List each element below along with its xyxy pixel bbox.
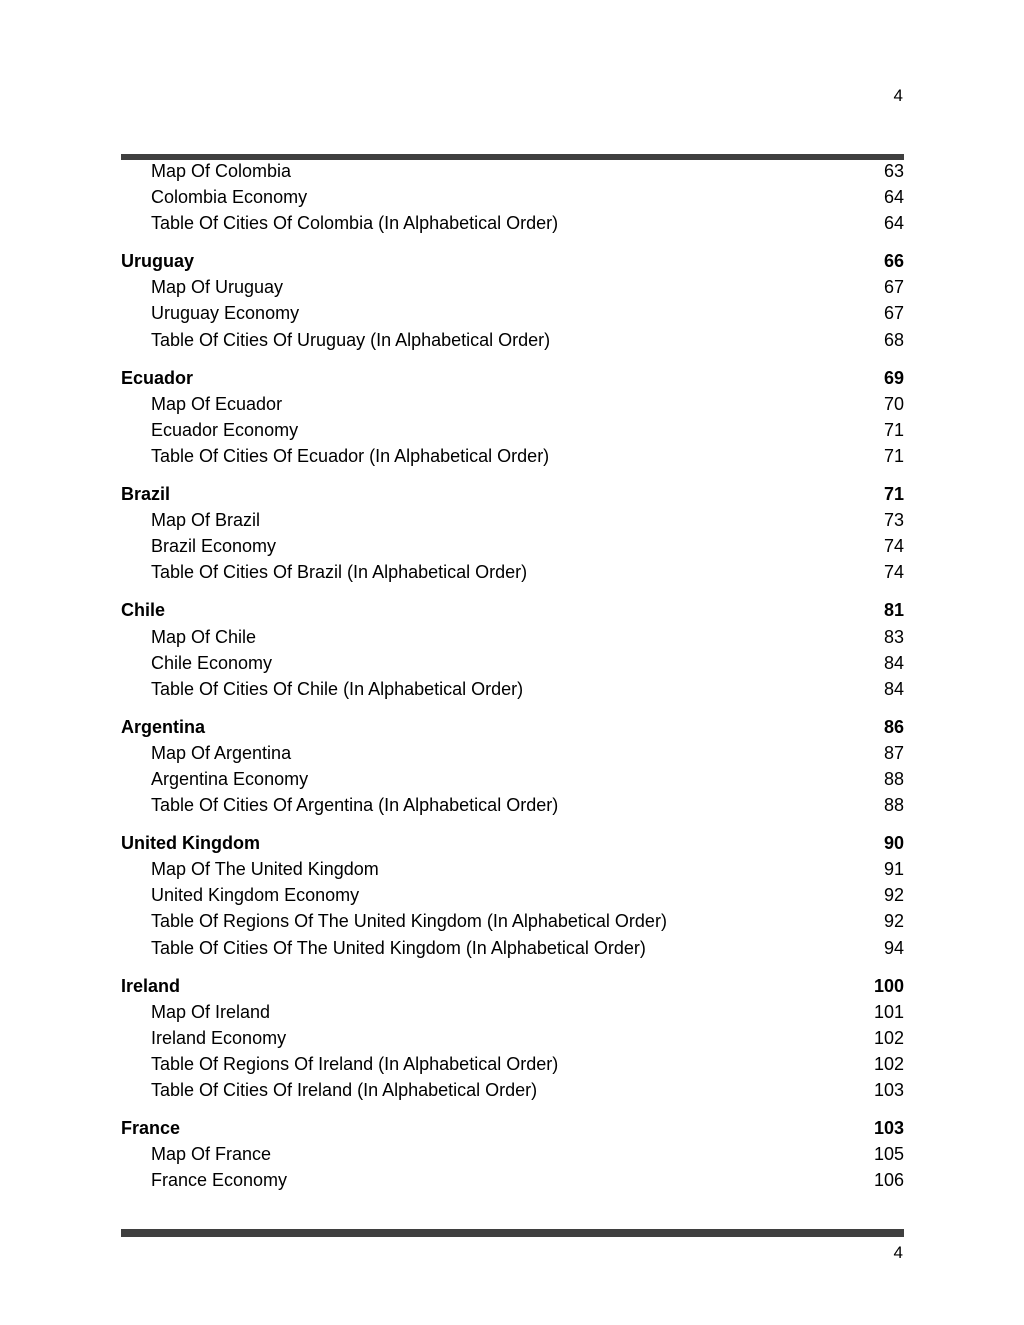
toc-entry-label: Map Of Uruguay	[151, 277, 284, 298]
toc-heading-label: Chile	[121, 600, 166, 621]
toc-heading-page: 103	[873, 1118, 904, 1139]
toc-entry-label: Table Of Cities Of Ecuador (In Alphabetical Order)	[151, 445, 550, 466]
toc-entry[interactable]	[121, 676, 904, 702]
toc-entry-page: 102	[873, 1027, 904, 1048]
toc-entry-label: Ireland Economy	[151, 1027, 287, 1048]
toc-section-heading[interactable]	[121, 597, 904, 623]
toc-entry-page: 71	[883, 445, 904, 466]
toc-entry-page: 64	[883, 187, 904, 208]
toc-entry-label: Table Of Regions Of The United Kingdom (In Alphabetical Order)	[151, 911, 667, 932]
toc-entry-label: Table Of Cities Of Chile (In Alphabetical Order)	[151, 678, 524, 699]
toc-entry[interactable]	[121, 391, 904, 417]
toc-entry-page: 74	[883, 536, 904, 557]
toc-entry[interactable]	[121, 210, 904, 236]
toc-entry[interactable]	[121, 158, 904, 184]
toc-heading-label: Ecuador	[121, 367, 194, 388]
toc-entry[interactable]	[121, 533, 904, 559]
toc-entry-label: Table Of Cities Of Uruguay (In Alphabetical Order)	[151, 329, 551, 350]
toc-heading-label: Uruguay	[121, 251, 195, 272]
toc-entry-page: 88	[883, 768, 904, 789]
toc-entry[interactable]	[121, 1167, 904, 1193]
toc-entry[interactable]	[121, 740, 904, 766]
toc-entry-page: 68	[883, 329, 904, 350]
toc-heading-label: Ireland	[121, 975, 181, 996]
toc-entry[interactable]	[121, 327, 904, 353]
toc-heading-page: 71	[883, 484, 904, 505]
toc-entry-page: 92	[883, 885, 904, 906]
toc-section	[121, 830, 904, 960]
toc-entry[interactable]	[121, 999, 904, 1025]
page-number-top: 4	[893, 86, 903, 105]
toc-entry[interactable]	[121, 856, 904, 882]
footer-rule	[121, 1229, 904, 1237]
toc-entry-label: Table Of Cities Of Argentina (In Alphabetical Order)	[151, 795, 559, 816]
toc-entry-label: Table Of Cities Of Brazil (In Alphabetical Order)	[151, 562, 528, 583]
toc-entry[interactable]	[121, 1141, 904, 1167]
toc-section-heading[interactable]	[121, 248, 904, 274]
toc-entry-page: 84	[883, 652, 904, 673]
toc-entry-label: Map Of Chile	[151, 626, 257, 647]
toc-section	[121, 714, 904, 818]
toc-section	[121, 248, 904, 352]
toc-entry-label: Map Of Brazil	[151, 510, 261, 531]
toc-entry-page: 101	[873, 1001, 904, 1022]
toc-section	[121, 158, 904, 236]
toc-entry-label: Table Of Regions Of Ireland (In Alphabetical Order)	[151, 1053, 559, 1074]
toc-entry-label: Table Of Cities Of Colombia (In Alphabetical Order)	[151, 213, 559, 234]
toc-entry-page: 71	[883, 419, 904, 440]
toc-entry-label: Colombia Economy	[151, 187, 308, 208]
toc-section-heading[interactable]	[121, 1115, 904, 1141]
toc-entry[interactable]	[121, 908, 904, 934]
toc-entry[interactable]	[121, 766, 904, 792]
toc-entry[interactable]	[121, 1077, 904, 1103]
toc-entry-page: 70	[883, 393, 904, 414]
toc-entry-label: Uruguay Economy	[151, 303, 300, 324]
toc-entry-page: 83	[883, 626, 904, 647]
toc-entry-page: 73	[883, 510, 904, 531]
toc-entry[interactable]	[121, 300, 904, 326]
toc-entry-label: United Kingdom Economy	[151, 885, 360, 906]
toc-entry-label: Table Of Cities Of Ireland (In Alphabetical Order)	[151, 1080, 538, 1100]
toc-entry-page: 63	[883, 161, 904, 181]
toc-entry-label: Argentina Economy	[151, 768, 309, 789]
toc-heading-page: 81	[883, 600, 904, 621]
toc-entry-page: 103	[873, 1080, 904, 1100]
toc-section	[121, 597, 904, 701]
toc-entry[interactable]	[121, 792, 904, 818]
toc-entry[interactable]	[121, 507, 904, 533]
toc-entry-label: Ecuador Economy	[151, 419, 299, 440]
toc-heading-label: United Kingdom	[121, 833, 260, 854]
toc-section	[121, 1115, 904, 1193]
toc-entry-page: 94	[883, 937, 904, 958]
toc-entry-page: 67	[883, 277, 904, 298]
toc-heading-page: 69	[883, 367, 904, 388]
toc-entry[interactable]	[121, 443, 904, 469]
toc-heading-page: 66	[883, 251, 904, 272]
toc-section-heading[interactable]	[121, 481, 904, 507]
toc-entry-page: 87	[883, 742, 904, 763]
toc-entry[interactable]	[121, 184, 904, 210]
toc-section-heading[interactable]	[121, 830, 904, 856]
toc-entry-label: France Economy	[151, 1170, 288, 1191]
toc-entry[interactable]	[121, 274, 904, 300]
toc-entry-page: 64	[883, 213, 904, 234]
toc-entry-label: Map Of Ireland	[151, 1001, 271, 1022]
toc-entry-label: Brazil Economy	[151, 536, 277, 557]
toc-entry-label: Map Of France	[151, 1144, 272, 1165]
toc-entry[interactable]	[121, 882, 904, 908]
toc-heading-page: 86	[883, 716, 904, 737]
toc-entry-page: 92	[883, 911, 904, 932]
toc-heading-page: 90	[883, 833, 904, 854]
toc-entry-label: Chile Economy	[151, 652, 273, 673]
page-number-bottom: 4	[893, 1243, 903, 1262]
toc-entry[interactable]	[121, 1025, 904, 1051]
toc-section-heading[interactable]	[121, 973, 904, 999]
toc-section	[121, 481, 904, 585]
toc-entry-page: 74	[883, 562, 904, 583]
toc-heading-label: France	[121, 1118, 181, 1139]
toc-entry[interactable]	[121, 624, 904, 650]
toc-entry-label: Map Of The United Kingdom	[151, 859, 379, 880]
toc-entry-page: 105	[873, 1144, 904, 1165]
toc-entry-label: Map Of Ecuador	[151, 393, 283, 414]
toc-entry-page: 91	[883, 859, 904, 880]
toc-entry-label: Table Of Cities Of The United Kingdom (In Alphabetical Order)	[151, 937, 646, 958]
toc-section-heading[interactable]	[121, 365, 904, 391]
toc-heading-label: Argentina	[121, 716, 206, 737]
toc-section	[121, 973, 904, 1103]
toc-entry-label: Map Of Argentina	[151, 742, 292, 763]
toc-entry[interactable]	[121, 417, 904, 443]
toc-heading-label: Brazil	[121, 484, 171, 505]
table-of-contents	[121, 158, 904, 1193]
toc-entry[interactable]	[121, 559, 904, 585]
toc-entry-page: 88	[883, 795, 904, 816]
toc-entry-page: 102	[873, 1053, 904, 1074]
toc-section-heading[interactable]	[121, 714, 904, 740]
toc-section	[121, 365, 904, 469]
toc-entry-page: 106	[873, 1170, 904, 1191]
toc-entry-label: Map Of Colombia	[151, 161, 292, 181]
toc-heading-page: 100	[873, 975, 904, 996]
toc-entry[interactable]	[121, 650, 904, 676]
toc-entry-page: 67	[883, 303, 904, 324]
toc-entry[interactable]	[121, 1051, 904, 1077]
toc-entry[interactable]	[121, 935, 904, 961]
toc-entry-page: 84	[883, 678, 904, 699]
